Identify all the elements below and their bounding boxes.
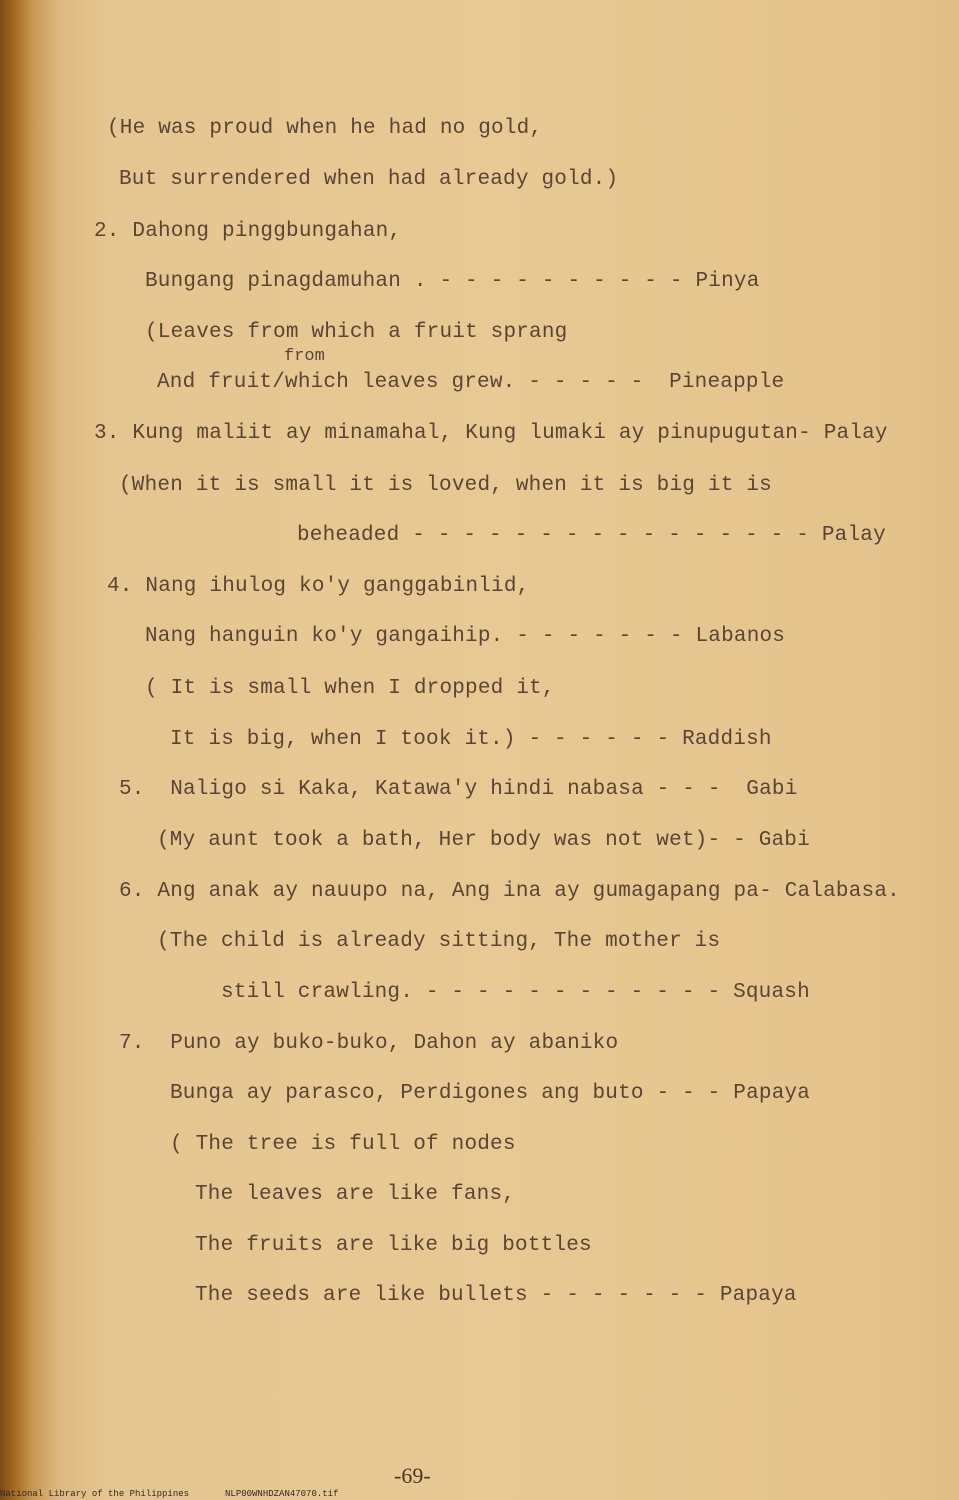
text-line: And fruit/which leaves grew. - - - - - Pineapple [157, 371, 785, 394]
text-line: 2. Dahong pinggbungahan, [94, 220, 402, 243]
footer-file-id: NLP00WNHDZAN47070.tif [225, 1489, 339, 1499]
text-line: But surrendered when had already gold.) [119, 168, 619, 191]
text-line: ( It is small when I dropped it, [145, 677, 555, 700]
text-insertion: from [284, 347, 325, 366]
page-number: -69- [394, 1463, 431, 1488]
text-line: 7. Puno ay buko-buko, Dahon ay abaniko [119, 1032, 619, 1055]
text-line: still crawling. - - - - - - - - - - - - Squash [221, 981, 810, 1004]
text-line: 3. Kung maliit ay minamahal, Kung lumaki ay pinupugutan- Palay [94, 422, 888, 445]
text-line: Bungang pinagdamuhan . - - - - - - - - - - Pinya [145, 270, 760, 293]
text-line: 4. Nang ihulog ko'y ganggabinlid, [107, 575, 530, 598]
text-line: (When it is small it is loved, when it is big it is [119, 474, 772, 497]
text-line: The fruits are like big bottles [195, 1234, 592, 1257]
text-line: The seeds are like bullets - - - - - - - Papaya [195, 1284, 797, 1307]
text-line: (He was proud when he had no gold, [107, 117, 543, 140]
scan-footer [0, 1489, 959, 1500]
text-line: (Leaves from which a fruit sprang [145, 321, 568, 344]
text-line: It is big, when I took it.) - - - - - - Raddish [170, 728, 772, 751]
text-line: (The child is already sitting, The mother is [157, 930, 721, 953]
text-line: 5. Naligo si Kaka, Katawa'y hindi nabasa - - - Gabi [119, 778, 798, 801]
text-line: beheaded - - - - - - - - - - - - - - - - Palay [297, 524, 886, 547]
text-line: Bunga ay parasco, Perdigones ang buto - - - Papaya [170, 1082, 811, 1105]
text-line: ( The tree is full of nodes [170, 1133, 516, 1156]
text-line: (My aunt took a bath, Her body was not wet)- - Gabi [157, 829, 810, 852]
text-line: 6. Ang anak ay nauupo na, Ang ina ay gumagapang pa- Calabasa. [119, 880, 900, 903]
footer-institution: National Library of the Philippines [0, 1489, 190, 1499]
text-line: Nang hanguin ko'y gangaihip. - - - - - - - Labanos [145, 625, 786, 648]
text-line: The leaves are like fans, [195, 1183, 516, 1206]
